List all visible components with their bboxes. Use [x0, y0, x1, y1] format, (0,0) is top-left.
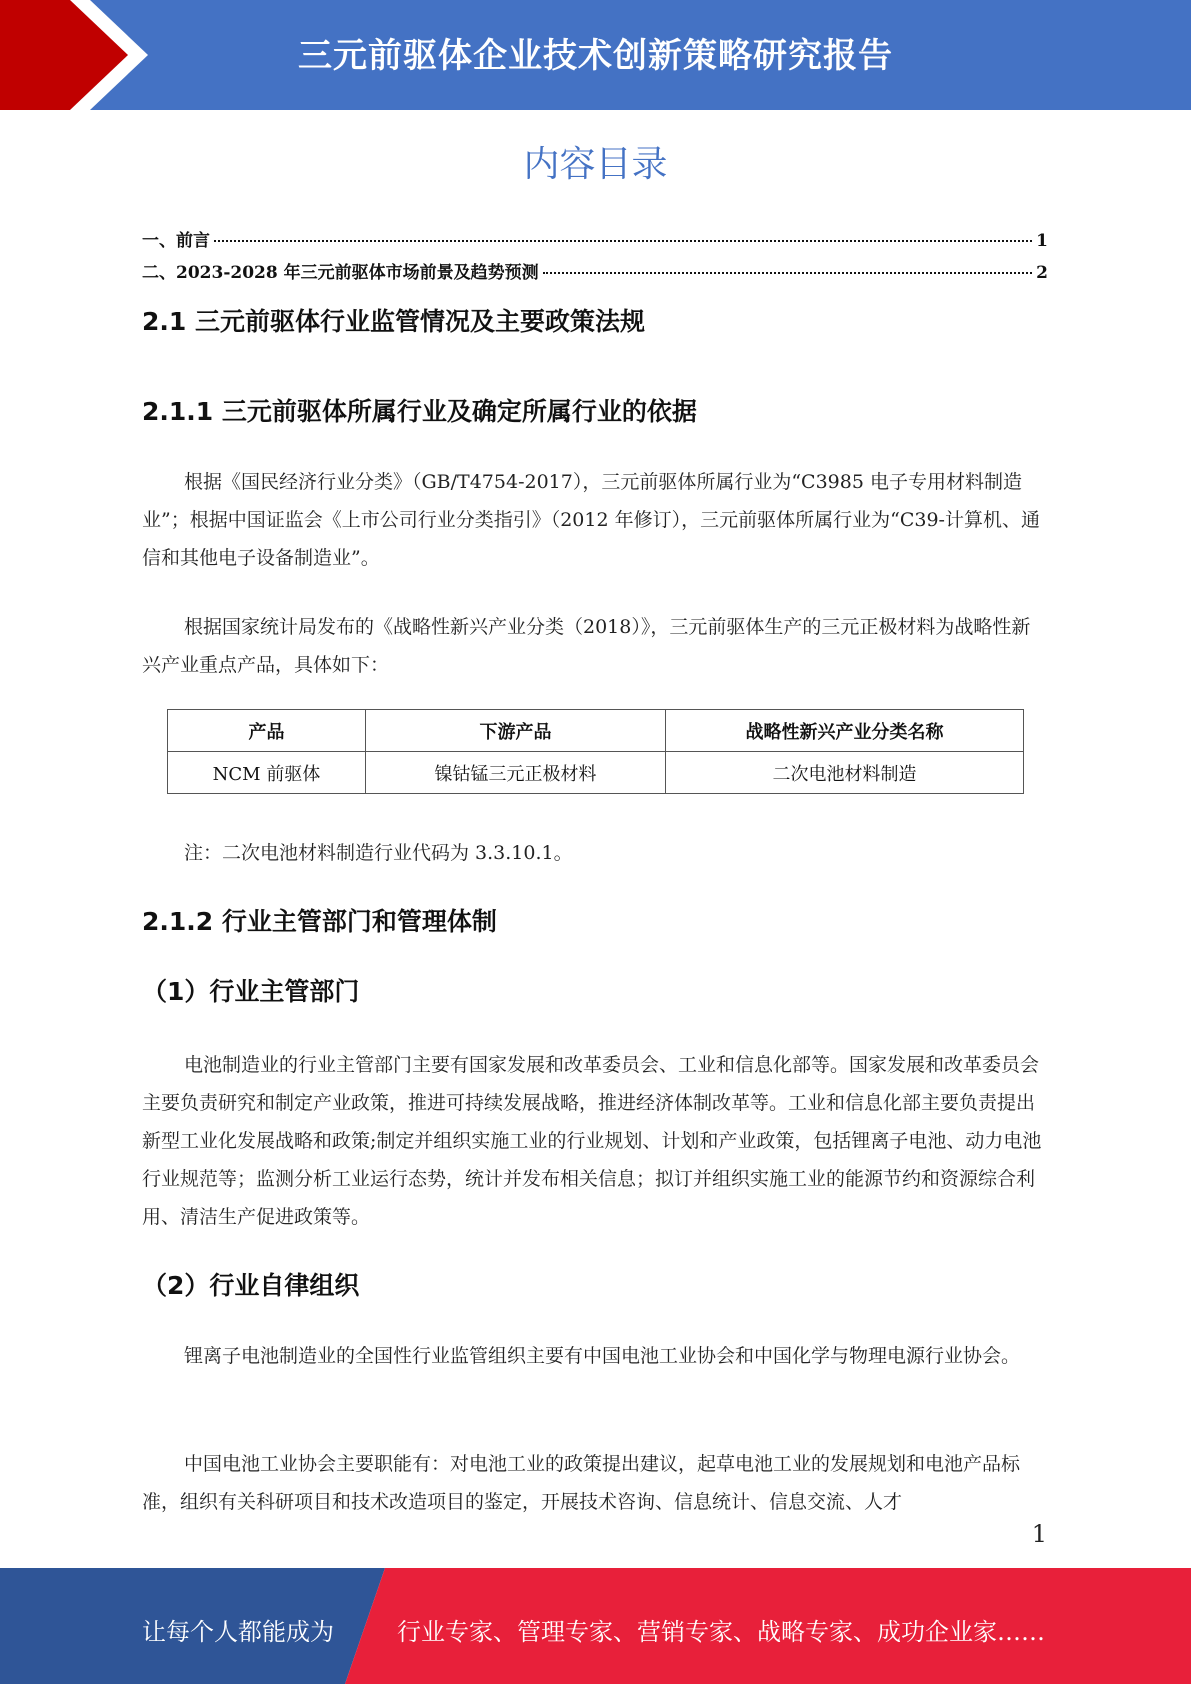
- table-row: [168, 752, 1024, 794]
- paragraph-association-duties: 中国电池工业协会主要职能有：对电池工业的政策提出建议，起草电池工业的发展规划和电池产品标准，组织有关科研项目和技术改造项目的鉴定，开展技术咨询、信息统计、信息交流、人才: [142, 1453, 1021, 1513]
- toc-entry[interactable]: [142, 258, 1048, 283]
- footer-banner: [0, 1568, 1191, 1684]
- subheading-authority: （1）行业主管部门: [142, 977, 360, 1006]
- paragraph-authority: 电池制造业的行业主管部门主要有国家发展和改革委员会、工业和信息化部等。国家发展和改革委员会主要负责研究和制定产业政策，推进可持续发展战略，推进经济体制改革等。工业和信息化部主要负责提出新型工业化发展战略和政策;制定并组织实施工业的行业规划、计划和产业政策，包括锂离子电池、动力电池行业规范等；监测分析工业运行态势，统计并发布相关信息；拟订并组织实施工业的能源节约和资源综合利用、清洁生产促进政策等。: [142, 1054, 1042, 1228]
- report-title: 三元前驱体企业技术创新策略研究报告: [298, 36, 893, 76]
- toc-leader: [543, 272, 1033, 274]
- toc-entry-page: 2: [1036, 263, 1048, 283]
- table-header-cell: 下游产品: [366, 710, 666, 752]
- section-heading-2-1: 2.1 三元前驱体行业监管情况及主要政策法规: [142, 307, 645, 336]
- toc-entry-page: 1: [1036, 231, 1048, 251]
- paragraph-self-regulation: 锂离子电池制造业的全国性行业监管组织主要有中国电池工业协会和中国化学与物理电源行业协会。: [184, 1345, 1021, 1367]
- footer-slogan-left: 让每个人都能成为: [142, 1618, 334, 1646]
- toc-leader: [214, 240, 1032, 242]
- table-cell: NCM 前驱体: [168, 752, 366, 794]
- table-note: 注：二次电池材料制造行业代码为 3.3.10.1。: [184, 842, 573, 864]
- table-cell: 镍钴锰三元正极材料: [366, 752, 666, 794]
- page-number: 1: [1031, 1520, 1047, 1548]
- toc-entry-label: 一、前言: [142, 231, 210, 251]
- table-header-row: [168, 710, 1024, 752]
- paragraph-strategic-industry: 根据国家统计局发布的《战略性新兴产业分类（2018）》，三元前驱体生产的三元正极材料为战略性新兴产业重点产品，具体如下：: [142, 616, 1031, 676]
- toc-entry[interactable]: [142, 226, 1048, 251]
- section-heading-2-1-1: 2.1.1 三元前驱体所属行业及确定所属行业的依据: [142, 397, 697, 426]
- footer-slogan-right: 行业专家、管理专家、营销专家、战略专家、成功企业家……: [397, 1618, 1045, 1646]
- subheading-self-regulation: （2）行业自律组织: [142, 1271, 360, 1300]
- product-table: [167, 709, 1024, 794]
- header-banner: [0, 0, 1191, 110]
- toc-title: 内容目录: [523, 144, 668, 185]
- toc-entry-label: 二、2023-2028 年三元前驱体市场前景及趋势预测: [142, 263, 539, 283]
- paragraph-industry-classification: 根据《国民经济行业分类》（GB/T4754-2017），三元前驱体所属行业为“C3985 电子专用材料制造业”；根据中国证监会《上市公司行业分类指引》（2012 年修订），三元前驱体所属行业为“C39-计算机、通信和其他电子设备制造业”。: [142, 471, 1040, 569]
- table-cell: 二次电池材料制造: [666, 752, 1024, 794]
- table-header-cell: 战略性新兴产业分类名称: [666, 710, 1024, 752]
- section-heading-2-1-2: 2.1.2 行业主管部门和管理体制: [142, 907, 497, 936]
- table-header-cell: 产品: [168, 710, 366, 752]
